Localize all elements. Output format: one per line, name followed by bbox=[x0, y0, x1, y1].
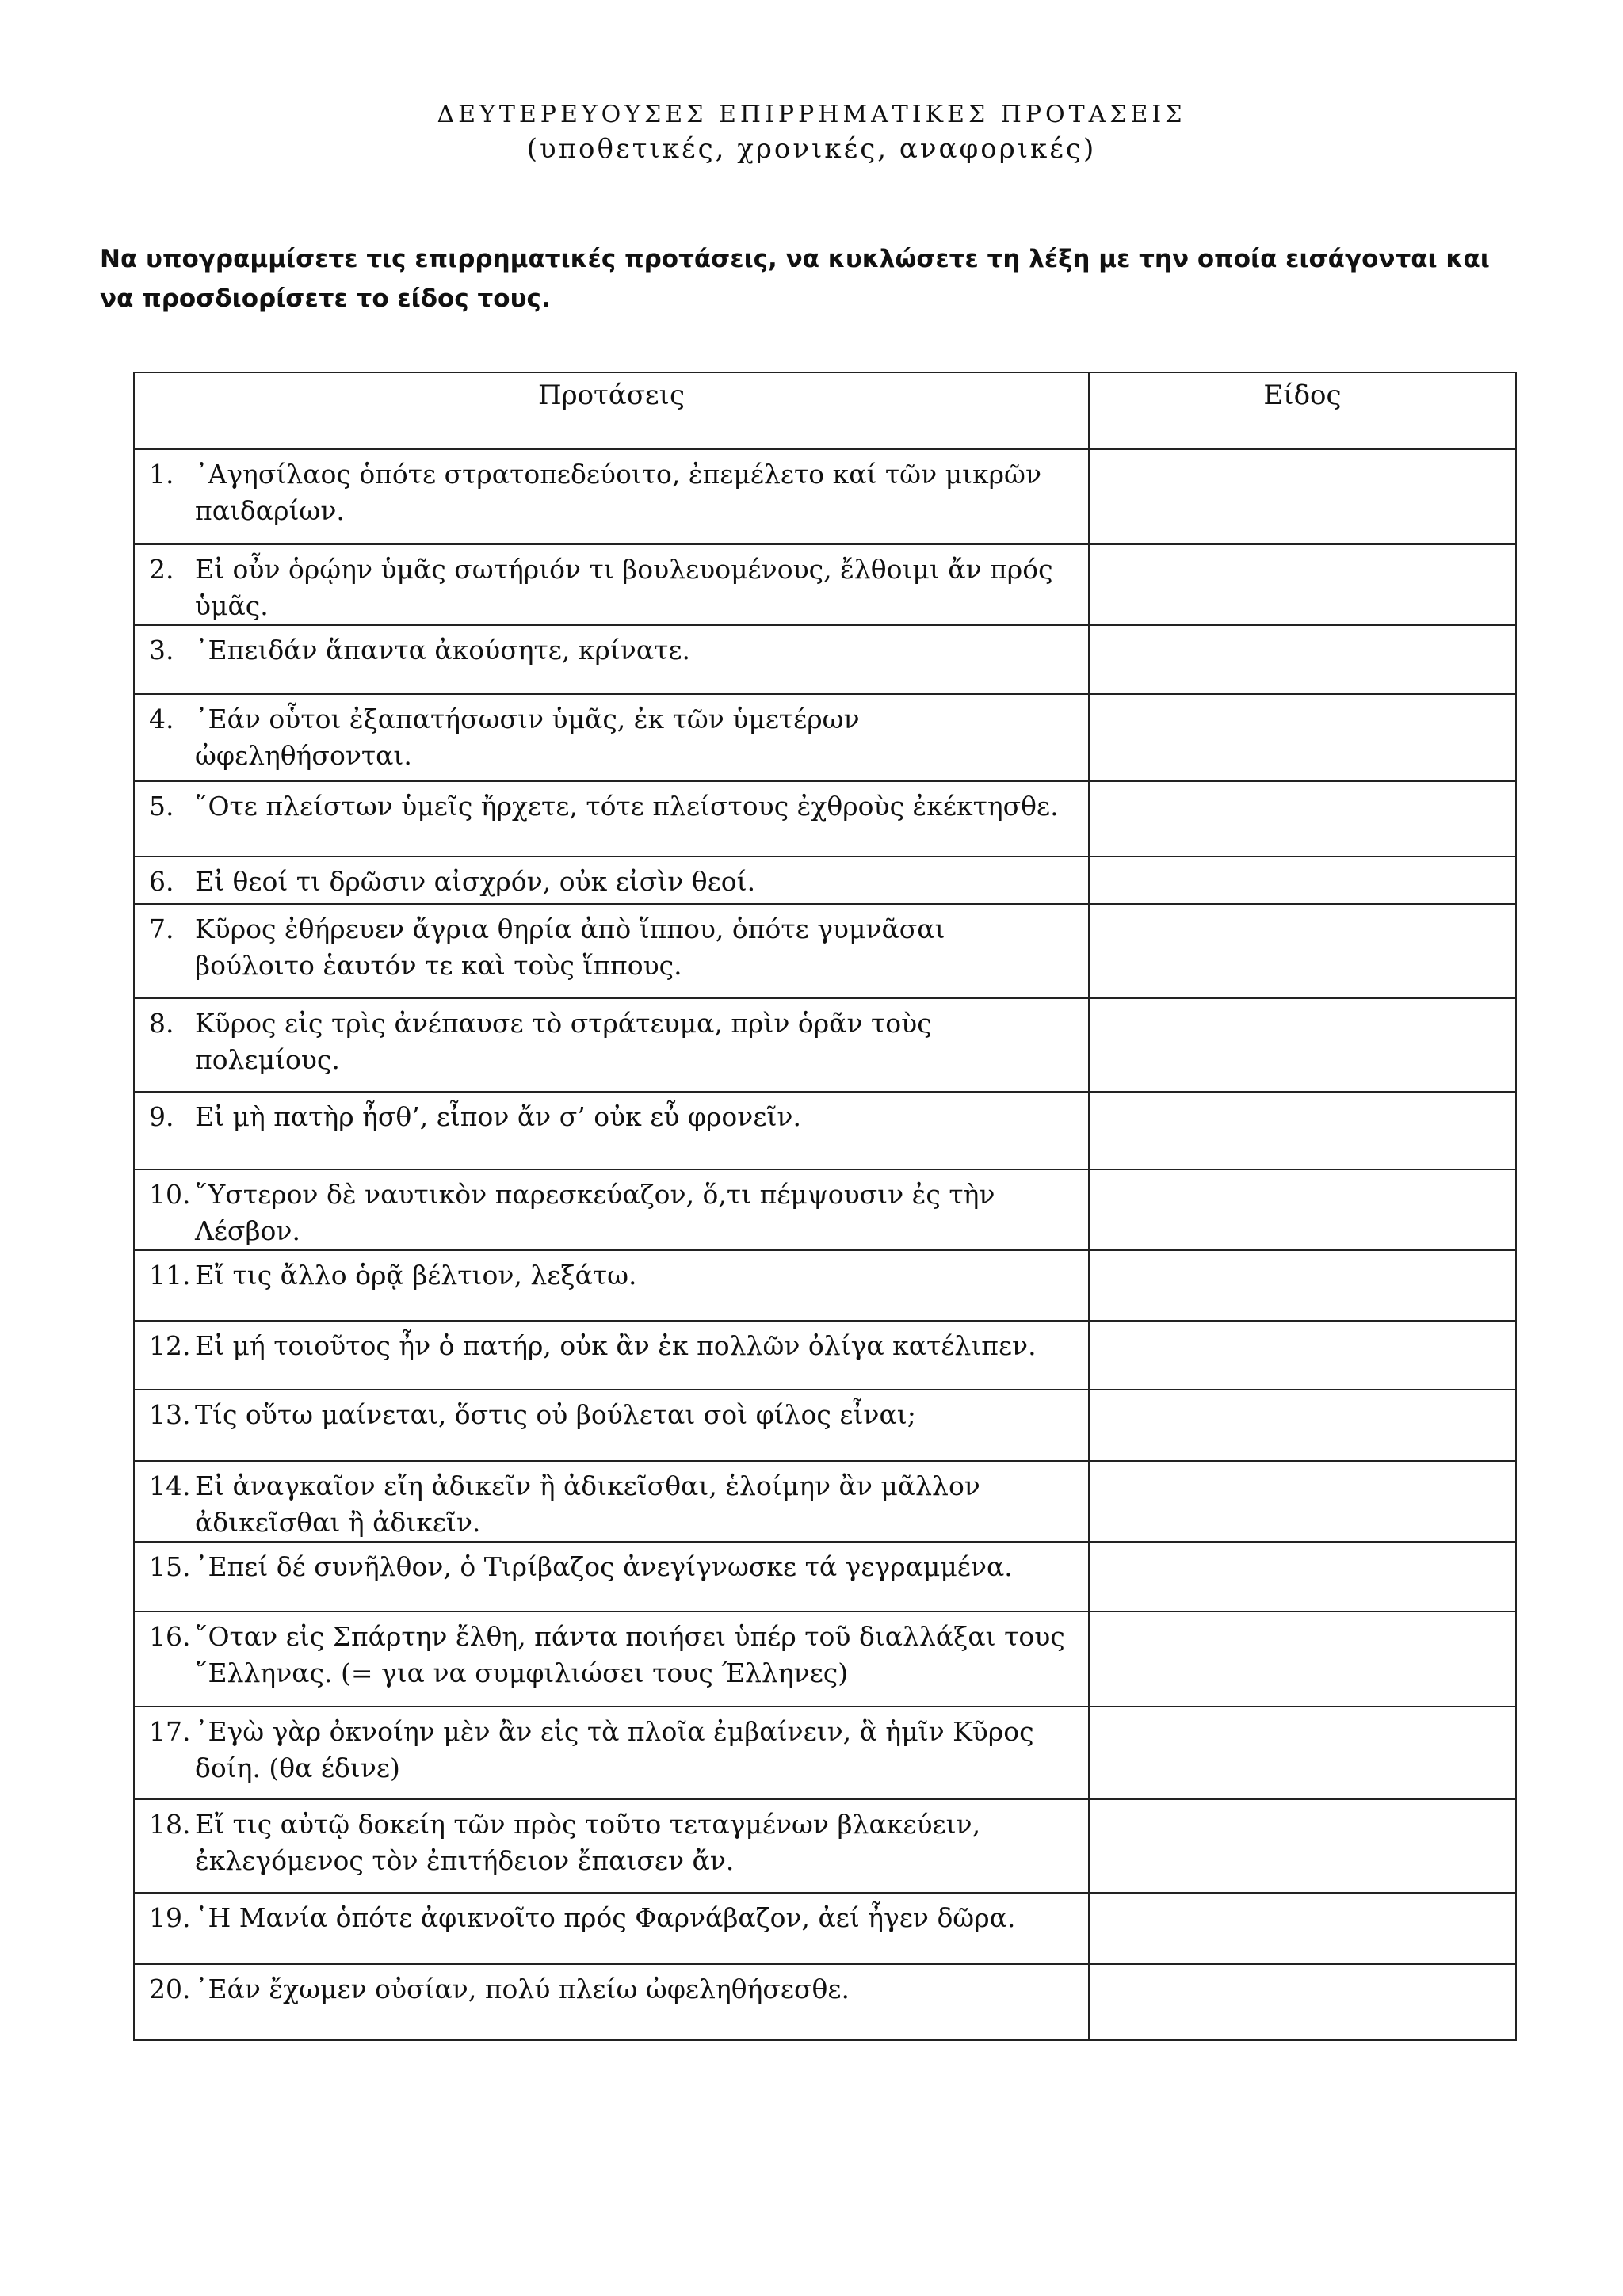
sentence-text: ᾿Εάν ἔχωμεν οὐσίαν, πολύ πλείω ὠφεληθήσεσθε. bbox=[195, 1974, 850, 2004]
type-answer-cell[interactable] bbox=[1089, 1964, 1516, 2040]
sentence-cell bbox=[134, 1542, 1089, 1611]
type-answer-cell[interactable] bbox=[1089, 1542, 1516, 1611]
table-body bbox=[134, 449, 1516, 2040]
sentence-text: Τίς οὕτω μαίνεται, ὅστις οὐ βούλεται σοὶ φίλος εἶναι; bbox=[195, 1399, 916, 1430]
sentence-number: 14. bbox=[149, 1470, 191, 1501]
type-answer-cell[interactable] bbox=[1089, 1250, 1516, 1321]
sentence-cell bbox=[134, 1964, 1089, 2040]
type-answer-cell[interactable] bbox=[1089, 1611, 1516, 1707]
sentence-cell bbox=[134, 1169, 1089, 1250]
page-title: ΔΕΥΤΕΡΕΥΟΥΣΕΣ ΕΠΙΡΡΗΜΑΤΙΚΕΣ ΠΡΟΤΑΣΕΙΣ bbox=[437, 101, 1186, 128]
type-answer-cell[interactable] bbox=[1089, 1707, 1516, 1799]
table-row bbox=[134, 1321, 1516, 1390]
sentence-cell bbox=[134, 1461, 1089, 1542]
table-row bbox=[134, 998, 1516, 1092]
table-row bbox=[134, 1542, 1516, 1611]
instruction-text: Να υπογραμμίσετε τις επιρρηματικές προτάσεις, να κυκλώσετε τη λέξη με την οποία εισάγονται και να προσδιορίσετε το είδος τους. bbox=[100, 245, 1490, 313]
sentence-text: ᾿Επειδάν ἅπαντα ἀκούσητε, κρίνατε. bbox=[195, 635, 690, 666]
column-header-sentences: Προτάσεις bbox=[134, 372, 1089, 449]
sentence-number: 17. bbox=[149, 1716, 191, 1747]
sentence-number: 18. bbox=[149, 1809, 191, 1840]
sentence-cell bbox=[134, 544, 1089, 625]
type-answer-cell[interactable] bbox=[1089, 1461, 1516, 1542]
sentence-cell bbox=[134, 998, 1089, 1092]
sentence-cell bbox=[134, 449, 1089, 544]
table-row bbox=[134, 1964, 1516, 2040]
type-answer-cell[interactable] bbox=[1089, 1390, 1516, 1461]
table-row bbox=[134, 856, 1516, 904]
sentence-cell bbox=[134, 904, 1089, 998]
exercise-table bbox=[133, 372, 1517, 2041]
type-answer-cell[interactable] bbox=[1089, 449, 1516, 544]
table-row bbox=[134, 1611, 1516, 1707]
sentence-text: ῾Η Μανία ὁπότε ἀφικνοῖτο πρός Φαρνάβαζον, ἀεί ἦγεν δῶρα. bbox=[195, 1902, 1016, 1933]
sentence-number: 12. bbox=[149, 1330, 191, 1361]
sentence-cell bbox=[134, 694, 1089, 781]
type-answer-cell[interactable] bbox=[1089, 1169, 1516, 1250]
type-answer-cell[interactable] bbox=[1089, 856, 1516, 904]
sentence-cell bbox=[134, 1707, 1089, 1799]
sentence-number: 15. bbox=[149, 1551, 191, 1582]
sentence-text: Εἴ τις ἄλλο ὁρᾷ βέλτιον, λεξάτω. bbox=[195, 1260, 637, 1291]
sentence-text: Εἰ ἀναγκαῖον εἴη ἀδικεῖν ἢ ἀδικεῖσθαι, ἑλοίμην ἂν μᾶλλον ἀδικεῖσθαι ἢ ἀδικεῖν. bbox=[195, 1470, 980, 1538]
sentence-text: ῞Οτε πλείστων ὑμεῖς ἤρχετε, τότε πλείστους ἐχθροὺς ἐκέκτησθε. bbox=[195, 791, 1059, 822]
sentence-cell bbox=[134, 1799, 1089, 1893]
sentence-text: Εἴ τις αὐτῷ δοκείη τῶν πρὸς τοῦτο τεταγμένων βλακεύειν, ἐκλεγόμενος τὸν ἐπιτήδειον ἔπαισεν ἄν. bbox=[195, 1809, 981, 1876]
table-row bbox=[134, 625, 1516, 694]
sentence-number: 5. bbox=[149, 791, 174, 822]
table-row bbox=[134, 1250, 1516, 1321]
table-row bbox=[134, 1461, 1516, 1542]
sentence-text: Εἰ οὖν ὁρῴην ὑμᾶς σωτήριόν τι βουλευομένους, ἔλθοιμι ἄν πρός ὑμᾶς. bbox=[195, 554, 1053, 621]
type-answer-cell[interactable] bbox=[1089, 544, 1516, 625]
type-answer-cell[interactable] bbox=[1089, 1893, 1516, 1964]
table-row bbox=[134, 544, 1516, 625]
sentence-number: 7. bbox=[149, 913, 174, 944]
sentence-text: Κῦρος ἐθήρευεν ἄγρια θηρία ἀπὸ ἵππου, ὁπότε γυμνᾶσαι βούλοιτο ἑαυτόν τε καὶ τοὺς ἵππους. bbox=[195, 913, 945, 981]
sentence-number: 9. bbox=[149, 1101, 174, 1132]
sentence-number: 6. bbox=[149, 866, 174, 897]
table-row bbox=[134, 904, 1516, 998]
sentence-text: ᾿Αγησίλαος ὁπότε στρατοπεδεύοιτο, ἐπεμέλετο καί τῶν μικρῶν παιδαρίων. bbox=[195, 459, 1042, 526]
table-row bbox=[134, 1169, 1516, 1250]
type-answer-cell[interactable] bbox=[1089, 1321, 1516, 1390]
table-row bbox=[134, 449, 1516, 544]
sentence-text: Κῦρος εἰς τρὶς ἀνέπαυσε τὸ στράτευμα, πρὶν ὁρᾶν τοὺς πολεμίους. bbox=[195, 1008, 932, 1075]
table-row bbox=[134, 1707, 1516, 1799]
sentence-text: Εἰ θεοί τι δρῶσιν αἰσχρόν, οὐκ εἰσὶν θεοί. bbox=[195, 866, 756, 897]
sentence-number: 13. bbox=[149, 1399, 191, 1430]
type-answer-cell[interactable] bbox=[1089, 1092, 1516, 1169]
sentence-cell bbox=[134, 1321, 1089, 1390]
sentence-cell bbox=[134, 1893, 1089, 1964]
table-row bbox=[134, 781, 1516, 856]
column-header-type: Είδος bbox=[1089, 372, 1516, 449]
sentence-cell bbox=[134, 625, 1089, 694]
type-answer-cell[interactable] bbox=[1089, 694, 1516, 781]
sentence-text: ῞Οταν εἰς Σπάρτην ἔλθη, πάντα ποιήσει ὑπέρ τοῦ διαλλάξαι τους ῞Ελληνας. (= για να συμφιλιώσει τους Έλληνες) bbox=[195, 1621, 1065, 1688]
sentence-number: 1. bbox=[149, 459, 174, 490]
table-row bbox=[134, 1799, 1516, 1893]
table-row bbox=[134, 1893, 1516, 1964]
sentence-cell bbox=[134, 1092, 1089, 1169]
type-answer-cell[interactable] bbox=[1089, 781, 1516, 856]
type-answer-cell[interactable] bbox=[1089, 1799, 1516, 1893]
sentence-text: ᾿Επεί δέ συνῆλθον, ὁ Τιρίβαζος ἀνεγίγνωσκε τά γεγραμμένα. bbox=[195, 1551, 1013, 1582]
sentence-number: 11. bbox=[149, 1260, 191, 1291]
table-row bbox=[134, 1390, 1516, 1461]
sentence-cell bbox=[134, 1611, 1089, 1707]
sentence-text: ᾿Εάν οὗτοι ἐξαπατήσωσιν ὑμᾶς, ἐκ τῶν ὑμετέρων ὠφεληθήσονται. bbox=[195, 704, 860, 771]
sentence-cell bbox=[134, 1390, 1089, 1461]
type-answer-cell[interactable] bbox=[1089, 904, 1516, 998]
sentence-number: 19. bbox=[149, 1902, 191, 1933]
sentence-number: 20. bbox=[149, 1974, 191, 2004]
sentence-cell bbox=[134, 1250, 1089, 1321]
table-row bbox=[134, 694, 1516, 781]
table-header-row bbox=[134, 372, 1516, 449]
sentence-cell bbox=[134, 856, 1089, 904]
sentence-number: 2. bbox=[149, 554, 174, 585]
sentence-text: ῞Υστερον δὲ ναυτικὸν παρεσκεύαζον, ὅ,τι πέμψουσιν ἐς τὴν Λέσβον. bbox=[195, 1179, 995, 1246]
table-row bbox=[134, 1092, 1516, 1169]
sentence-number: 16. bbox=[149, 1621, 191, 1652]
sentence-text: ᾿Εγὼ γὰρ ὀκνοίην μὲν ἂν εἰς τὰ πλοῖα ἐμβαίνειν, ἃ ἡμῖν Κῦρος δοίη. (θα έδινε) bbox=[195, 1716, 1034, 1783]
sentence-cell bbox=[134, 781, 1089, 856]
type-answer-cell[interactable] bbox=[1089, 625, 1516, 694]
sentence-text: Εἰ μή τοιοῦτος ἦν ὁ πατήρ, οὐκ ἂν ἐκ πολλῶν ὀλίγα κατέλιπεν. bbox=[195, 1330, 1037, 1361]
sentence-number: 10. bbox=[149, 1179, 191, 1210]
type-answer-cell[interactable] bbox=[1089, 998, 1516, 1092]
sentence-number: 3. bbox=[149, 635, 174, 666]
sentence-number: 4. bbox=[149, 704, 174, 734]
sentence-text: Εἰ μὴ πατὴρ ἦσθ’, εἶπον ἄν σ’ οὐκ εὖ φρονεῖν. bbox=[195, 1101, 801, 1132]
page-subtitle: (υποθετικές, χρονικές, αναφορικές) bbox=[526, 133, 1097, 165]
sentence-number: 8. bbox=[149, 1008, 174, 1039]
